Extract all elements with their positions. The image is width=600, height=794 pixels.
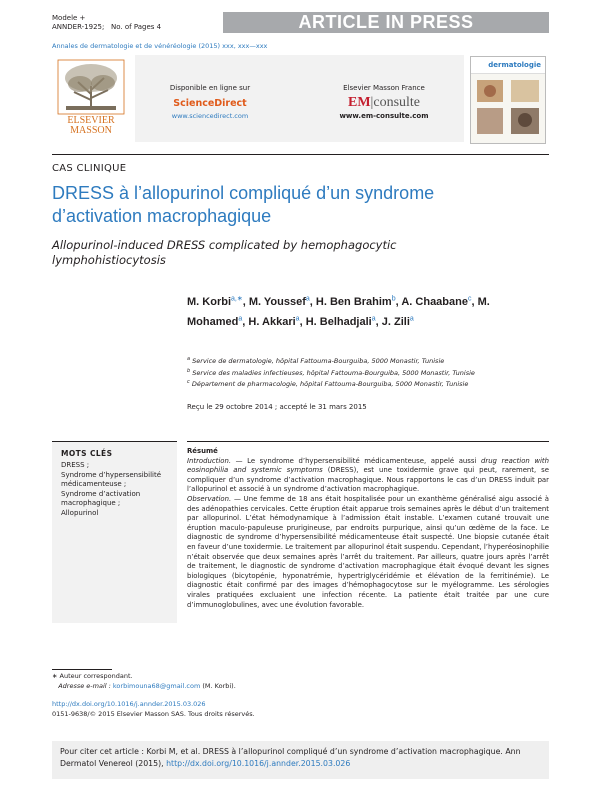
citation-doi-link[interactable]: http://dx.doi.org/10.1016/j.annder.2015.03.026 <box>166 759 351 768</box>
author[interactable]: M. Korbi$^{a,∗}$, <box>187 295 249 308</box>
affiliation: $^c$ Département de pharmacologie, hôpital Fattouma-Bourguiba, 5000 Monastir, Tunisie <box>187 379 469 389</box>
model-line: Modele + <box>52 14 86 22</box>
cover-photo-icon <box>471 74 545 142</box>
ref-line: ANNDER-1925; <box>52 23 105 31</box>
article-subtitle: Allopurinol-induced DRESS complicated by hemophagocytic lymphohistiocytosis <box>52 238 397 267</box>
author[interactable]: J. Zili$^a$ <box>381 315 414 329</box>
author[interactable]: M. Mohamed$^a$, <box>187 295 490 329</box>
journal-line[interactable]: Annales de dermatologie et de vénéréologie (2015) xxx, xxx—xxx <box>52 42 268 50</box>
keyword: Syndrome d’activation macrophagique ; <box>61 489 141 507</box>
keyword: Syndrome d’hypersensibilité médicamenteuse ; <box>61 470 162 488</box>
footnote-rule <box>52 669 112 670</box>
keyword: Allopurinol <box>61 508 99 517</box>
affiliations <box>187 355 547 390</box>
email-label: Adresse e-mail : <box>58 681 113 690</box>
author[interactable]: H. Belhadjali$^a$, <box>305 315 382 329</box>
masson-wordmark: MASSON <box>70 125 112 136</box>
header-divider <box>52 154 549 155</box>
affiliation: $^b$ Service des maladies infectieuses, hôpital Fattouma-Bourguiba, 5000 Monastir, Tunisie <box>187 367 475 377</box>
elsevier-logo <box>56 58 126 138</box>
abstract-heading: Résumé <box>187 447 218 455</box>
citation-text: Pour citer cet article : Korbi M, et al. DRESS à l’allopurinol compliqué d’un syndrome d’activation macrophagique. Ann Dermatol Venereol (2015), http://dx.doi.org/10.1016/j.annder.2015.03.026 <box>60 747 521 768</box>
doi-link[interactable]: http://dx.doi.org/10.1016/j.annder.2015.03.026 <box>52 700 206 708</box>
emconsulte-logo: EM|consulte <box>347 95 421 110</box>
corresponding-author <box>52 672 452 691</box>
author[interactable]: A. Chaabane$^c$, <box>401 295 478 308</box>
author[interactable]: H. Akkari$^a$, <box>248 315 306 329</box>
keywords-list <box>61 461 173 518</box>
article-title: DRESS à l’allopurinol compliqué d’un syndrome d’activation macrophagique <box>52 183 435 226</box>
received-dates: Reçu le 29 octobre 2014 ; accepté le 31 mars 2015 <box>187 403 367 411</box>
pages-line: No. of Pages 4 <box>111 23 162 31</box>
elsevier-wordmark: ELSEVIER <box>67 115 115 126</box>
doi-block <box>52 700 255 719</box>
email-link[interactable]: korbimouna68@gmail.com <box>112 681 201 690</box>
author[interactable]: M. Youssef$^a$, <box>248 295 316 308</box>
sciencedirect-logo: ScienceDirect <box>173 98 247 109</box>
sd-label: Disponible en ligne sur <box>169 84 251 92</box>
affiliation: $^a$ Service de dermatologie, hôpital Fattouma-Bourguiba, 5000 Monastir, Tunisie <box>187 356 445 366</box>
sciencedirect-block <box>160 84 260 120</box>
keyword: DRESS ; <box>61 461 90 469</box>
citation-box <box>52 741 549 779</box>
em-label: Elsevier Masson France <box>343 84 425 92</box>
abstract-observation: Observation. — Une femme de 18 ans était hospitalisée pour un exanthème généralisé aigu associé à des adénopathies cervicales. Cette éruption était apparue trois semaines après le début d’un traitement par allopurinol. L’état hémodynamique à l’admission était instable. L’examen cutané trouvait une éruption maculo-papuleuse prurigineuse, par endroits purpurique, ainsi qu’un œdème de la face. Le diagnostic de syndrome d’hypersensibilité médicamenteuse était suspecté. Une biopsie cutanée était en faveur d’une toxidermie. Le traitement par allopurinol était suspendu. Cependant, l’hyperéosinophilie n’était observée que deux semaines après l’arrêt du traitement. Par ailleurs, quatre jours après l’arrêt de traitement, le diagnostic de syndrome d’activation macrophagique était évoqué devant les signes biologiques (bicytopénie, hyponatrémie, hypertriglycéridémie et élévation de la ferritinémie). Le diagnostic était confirmé par des images d’hémophagocytose sur le myélogramme. Les sérologies virales pratiquées excluaient une infection récente. La patiente était traitée par une cure d’immunoglobulines, avec une évolution favorable. <box>187 494 549 609</box>
author[interactable]: H. Ben Brahim$^b$, <box>315 295 402 308</box>
journal-cover-thumbnail <box>470 56 546 144</box>
author-list <box>187 290 517 331</box>
cover-title: dermatologie <box>471 57 545 74</box>
em-url-link[interactable]: www.em-consulte.com <box>339 112 429 120</box>
emconsulte-block <box>324 84 444 120</box>
copyright: 0151-9638/© 2015 Elsevier Masson SAS. Tous droits réservés. <box>52 709 255 718</box>
abstract <box>187 447 549 610</box>
section-label: CAS CLINIQUE <box>52 163 127 174</box>
header-meta <box>52 14 161 32</box>
keywords-box <box>52 441 177 623</box>
article-in-press-banner: ARTICLE IN PRESS <box>223 12 549 33</box>
sd-url-link[interactable]: www.sciencedirect.com <box>171 112 249 120</box>
keywords-title: MOTS CLÉS <box>61 449 113 458</box>
abstract-introduction: Introduction. — Le syndrome d’hypersensibilité médicamenteuse, appelé aussi drug reaction with eosinophilia and systemic symptoms (DRESS), est une toxidermie grave qui peut, rarement, se compliquer d’un syndrome d’activation macrophagique. Nous rapportons le cas d’un DRESS induit par l’allopurinol et associé à un syndrome d’activation macrophagique. <box>187 456 549 494</box>
corr-label: ∗ Auteur correspondant. <box>52 672 133 680</box>
abstract-rule <box>187 441 549 442</box>
email-owner: (M. Korbi). <box>200 681 236 690</box>
